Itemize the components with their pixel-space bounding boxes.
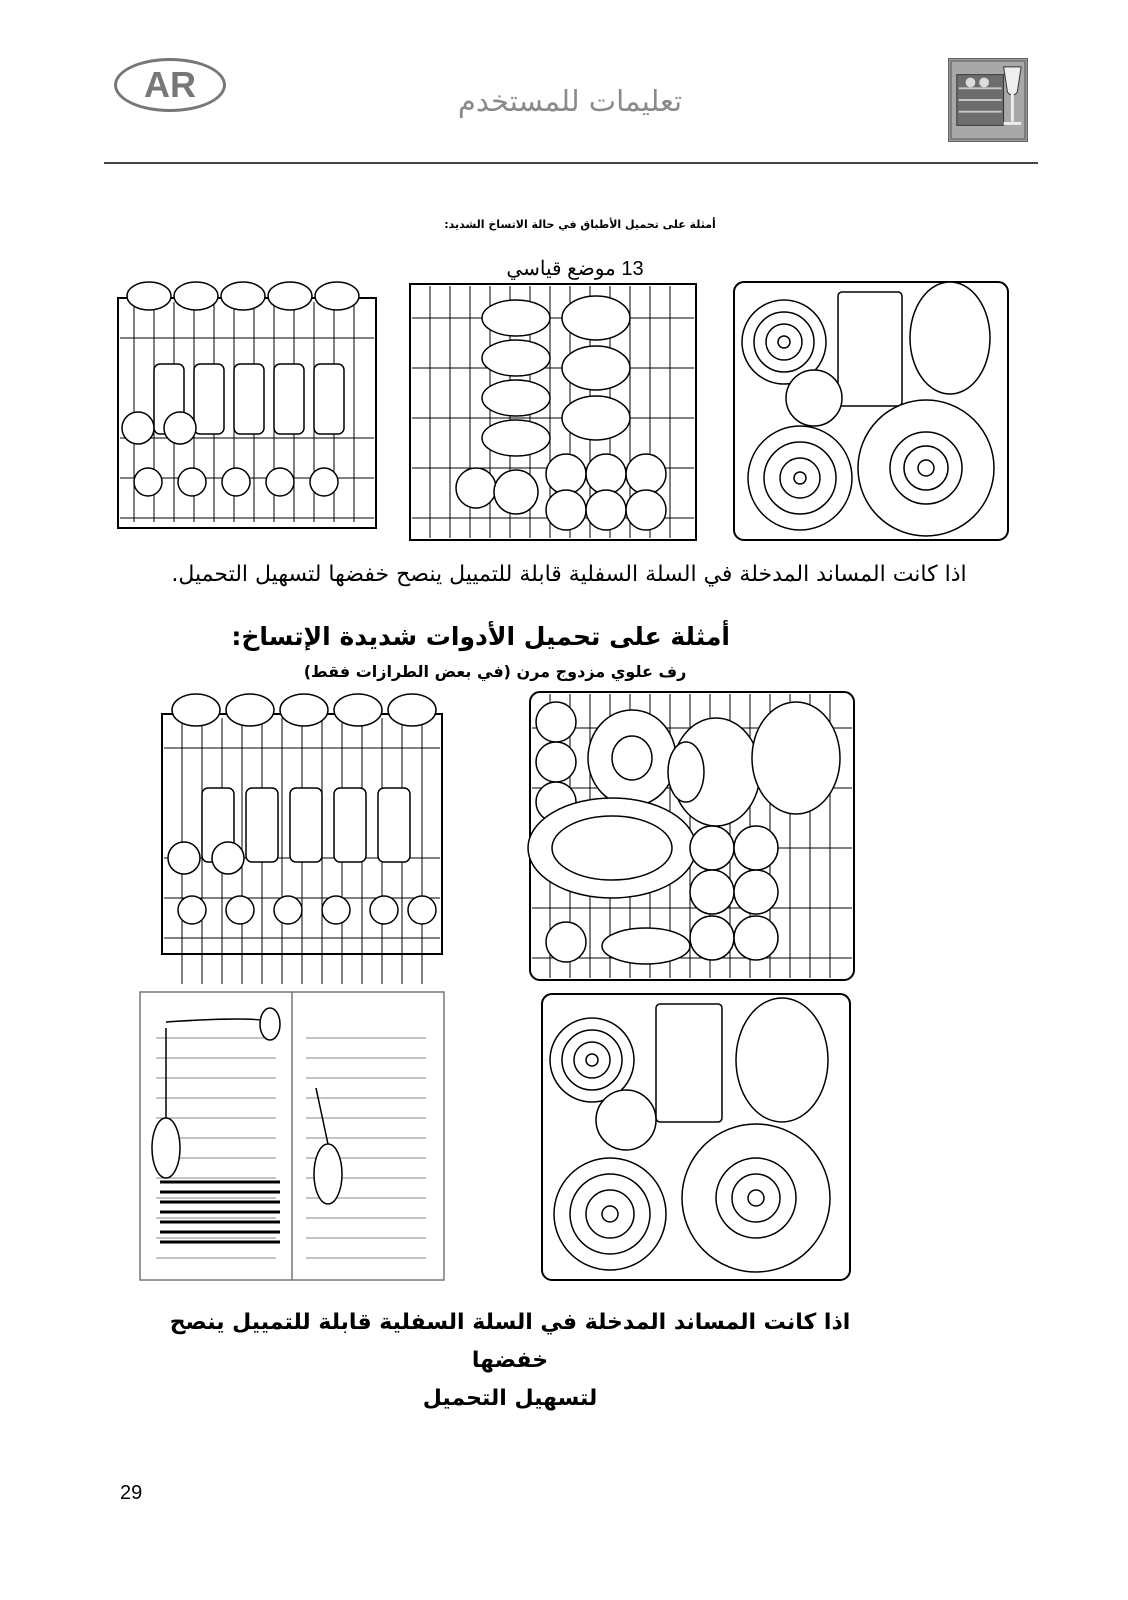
header-divider <box>104 162 1038 164</box>
cutlery-tray-figure <box>136 988 448 1284</box>
upper-basket-figure <box>114 278 380 544</box>
page-title: تعليمات للمستخدم <box>457 84 683 118</box>
standard-load-label: 13 موضع قياسي <box>506 258 644 280</box>
lower-basket-figure <box>406 278 700 544</box>
lower-basket-dishes-figure <box>526 688 858 984</box>
section2-note-line1: اذا كانت المساند المدخلة في السلة السفلية قابلة للتمييل ينصح خفضها <box>169 1310 851 1373</box>
language-badge: AR <box>114 58 226 112</box>
section2-heading: أمثلة على تحميل الأدوات شديدة الإتساخ: <box>231 622 730 651</box>
section1-intro: أمثلة على تحميل الأطباق في حالة الاتساخ الشديد: <box>444 218 716 231</box>
section1-note: اذا كانت المساند المدخلة في السلة السفلية قابلة للتمييل ينصح خفضها لتسهيل التحميل. <box>171 562 967 587</box>
section2-subheading: رف علوي مزدوج مرن (في بعض الطرازات فقط) <box>303 662 687 681</box>
section2-note-line2: لتسهيل التحميل <box>422 1386 598 1411</box>
lower-basket-pots-figure <box>730 278 1012 544</box>
lower-basket-pots-figure-2 <box>538 990 854 1284</box>
section2-note <box>150 1304 870 1418</box>
upper-basket-figure-2 <box>158 688 446 988</box>
page-number: 29 <box>120 1482 143 1504</box>
dishwasher-glass-icon <box>948 58 1028 142</box>
